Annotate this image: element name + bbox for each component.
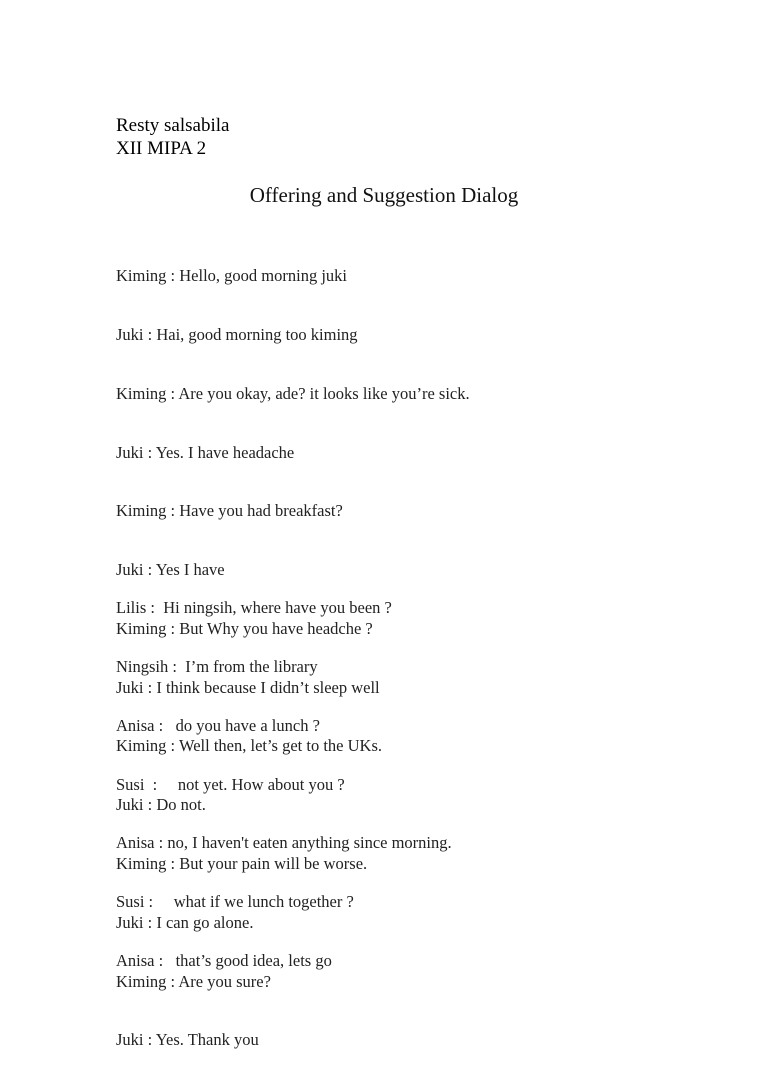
author-class: XII MIPA 2: [116, 138, 207, 159]
dialog-line: Kiming : Are you sure?: [116, 971, 271, 991]
dialog-line: Lilis : Hi ningsih, where have you been ?: [116, 598, 392, 618]
dialog-line: Kiming : Are you okay, ade? it looks like you’re sick.: [116, 383, 470, 403]
dialog-line: Juki : Do not.: [116, 795, 206, 815]
dialog-line: Juki : I think because I didn’t sleep well: [116, 677, 380, 697]
dialog-line: Susi : what if we lunch together ?: [116, 892, 354, 912]
author-name: Resty salsabila: [116, 115, 230, 136]
author-header: [116, 114, 229, 160]
dialog-second: [116, 559, 452, 1010]
dialog-line: Anisa : that’s good idea, lets go: [116, 950, 332, 970]
dialog-line: Kiming : Well then, let’s get to the UKs.: [116, 736, 383, 756]
dialog-line: Juki : Yes I have: [116, 560, 225, 580]
dialog-line: Juki : I can go alone.: [116, 912, 254, 932]
dialog-line: Juki : Yes. Thank you: [116, 1030, 259, 1050]
dialog-line: Anisa : do you have a lunch ?: [116, 715, 320, 735]
dialog-line: Kiming : Have you had breakfast?: [116, 501, 343, 521]
dialog-line: Susi : not yet. How about you ?: [116, 774, 345, 794]
dialog-line: Juki : Yes. I have headache: [116, 442, 295, 462]
dialog-line: Kiming : But Why you have headche ?: [116, 618, 373, 638]
dialog-line: Kiming : But your pain will be worse.: [116, 854, 368, 873]
dialog-line: Juki : Hai, good morning too kiming: [116, 324, 358, 344]
dialog-line: Anisa : no, I haven't eaten anything since morning.: [116, 833, 452, 853]
dialog-line: Kiming : Hello, good morning juki: [116, 266, 347, 286]
document-title: Offering and Suggestion Dialog: [249, 183, 519, 207]
dialog-line: Ningsih : I’m from the library: [116, 656, 318, 676]
